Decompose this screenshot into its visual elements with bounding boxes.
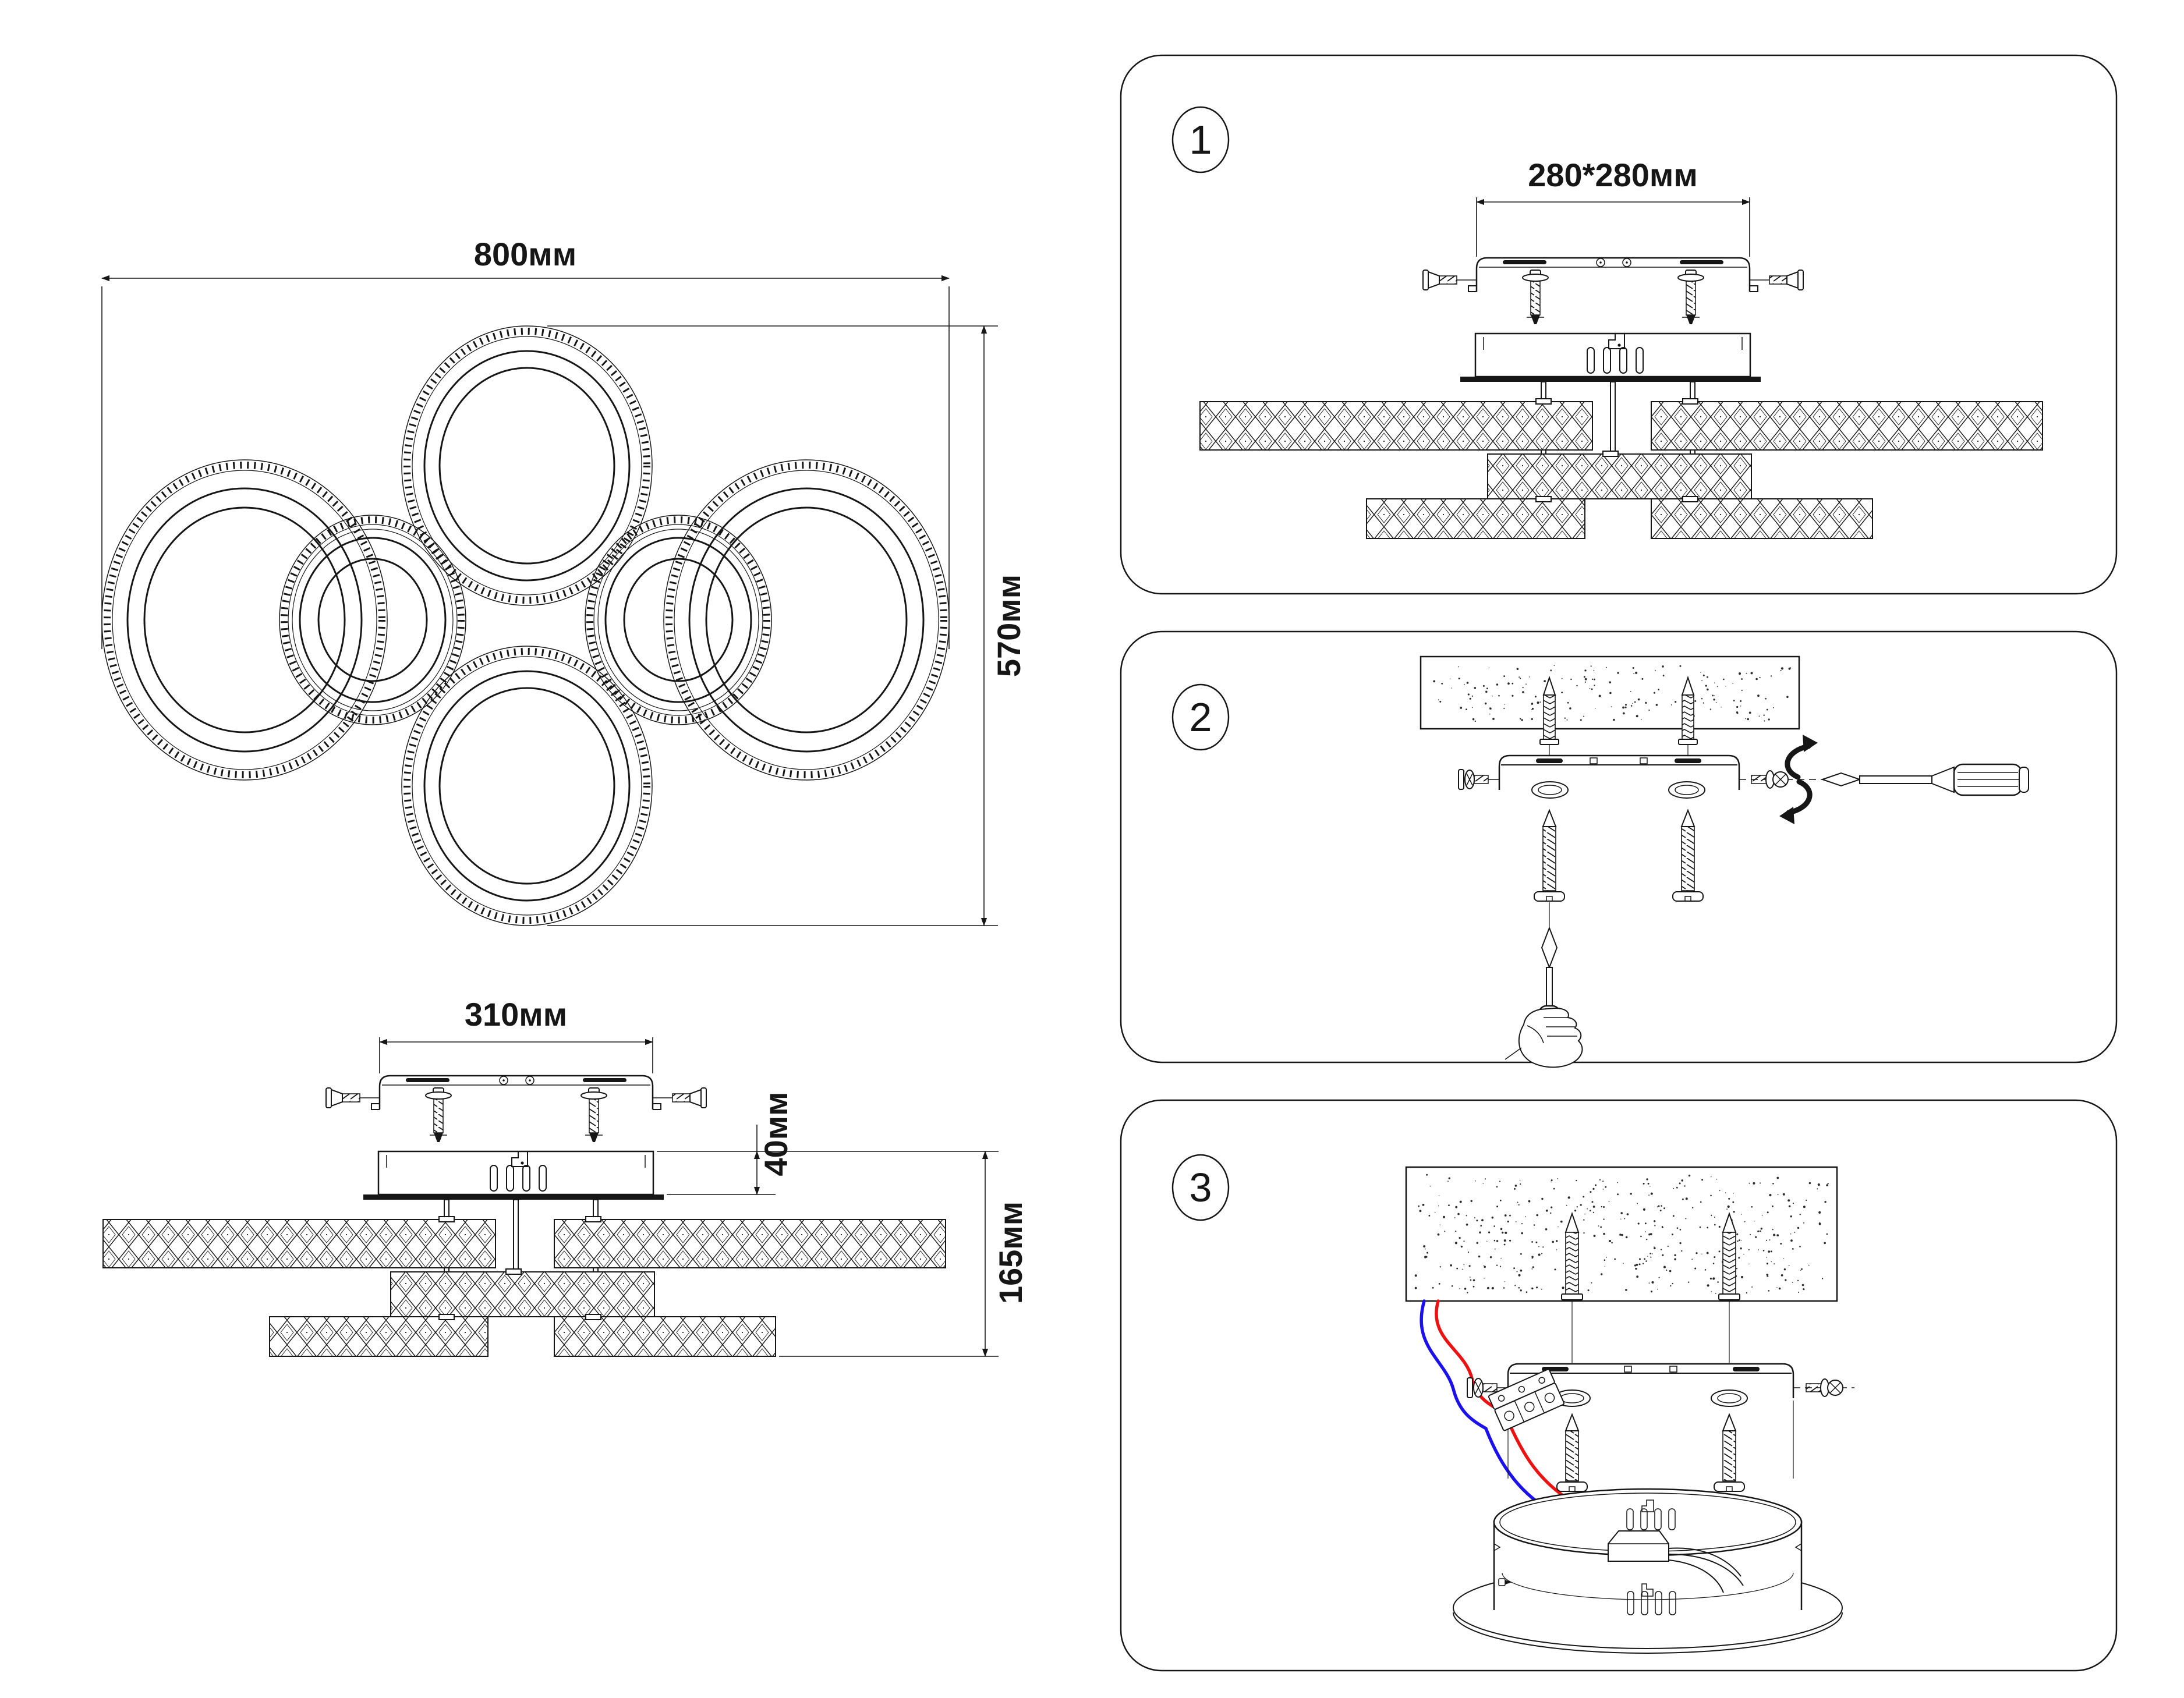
side-view-width-label: 310мм: [464, 996, 568, 1033]
panel-step-1: [1121, 55, 2116, 594]
top-view-width-label: 800мм: [473, 236, 577, 272]
dimension-280x280: [1477, 157, 1750, 257]
ring-right: [664, 460, 949, 780]
mounting-screw-icon: [1557, 1415, 1587, 1491]
step-number: 1: [1189, 117, 1212, 162]
canopy-base: [1453, 1489, 1842, 1653]
side-view: [103, 996, 1029, 1356]
hand-icon: [1519, 1008, 1583, 1067]
dimension-310: [380, 996, 653, 1073]
dimension-800: [102, 236, 949, 649]
mounting-screw-icon: [1714, 1415, 1744, 1491]
side-screw-right-icon: [1739, 771, 1822, 788]
mounting-screw-icon: [1534, 810, 1564, 901]
top-view-height-label: 570мм: [990, 574, 1027, 678]
canopy-height-label: 40мм: [758, 1091, 794, 1176]
ring-bottom: [402, 646, 652, 926]
step-number: 3: [1189, 1165, 1212, 1210]
mounting-screw-icon: [1673, 810, 1703, 901]
total-height-label: 165мм: [992, 1201, 1029, 1304]
ceiling-surface: [1406, 1167, 1837, 1301]
ring-top: [402, 326, 652, 605]
bracket-dimension-label: 280*280мм: [1528, 157, 1698, 193]
panel-step-2: [1121, 632, 2116, 1067]
wire-connector-box: [1608, 1531, 1669, 1561]
side-screw-right-icon: [1793, 1379, 1854, 1396]
screwdriver-with-hand-icon: [1505, 928, 1583, 1067]
panel-step-3: [1121, 1100, 2116, 1671]
screwdriver-icon: [1822, 764, 2029, 795]
ceiling-surface: [1421, 657, 1799, 729]
mounting-bracket: [1499, 756, 1739, 798]
top-view: [102, 236, 1027, 926]
step-number: 2: [1189, 694, 1212, 740]
ring-left: [102, 460, 387, 780]
side-screw-left-icon: [1459, 770, 1499, 789]
dimension-40: [657, 1091, 999, 1194]
